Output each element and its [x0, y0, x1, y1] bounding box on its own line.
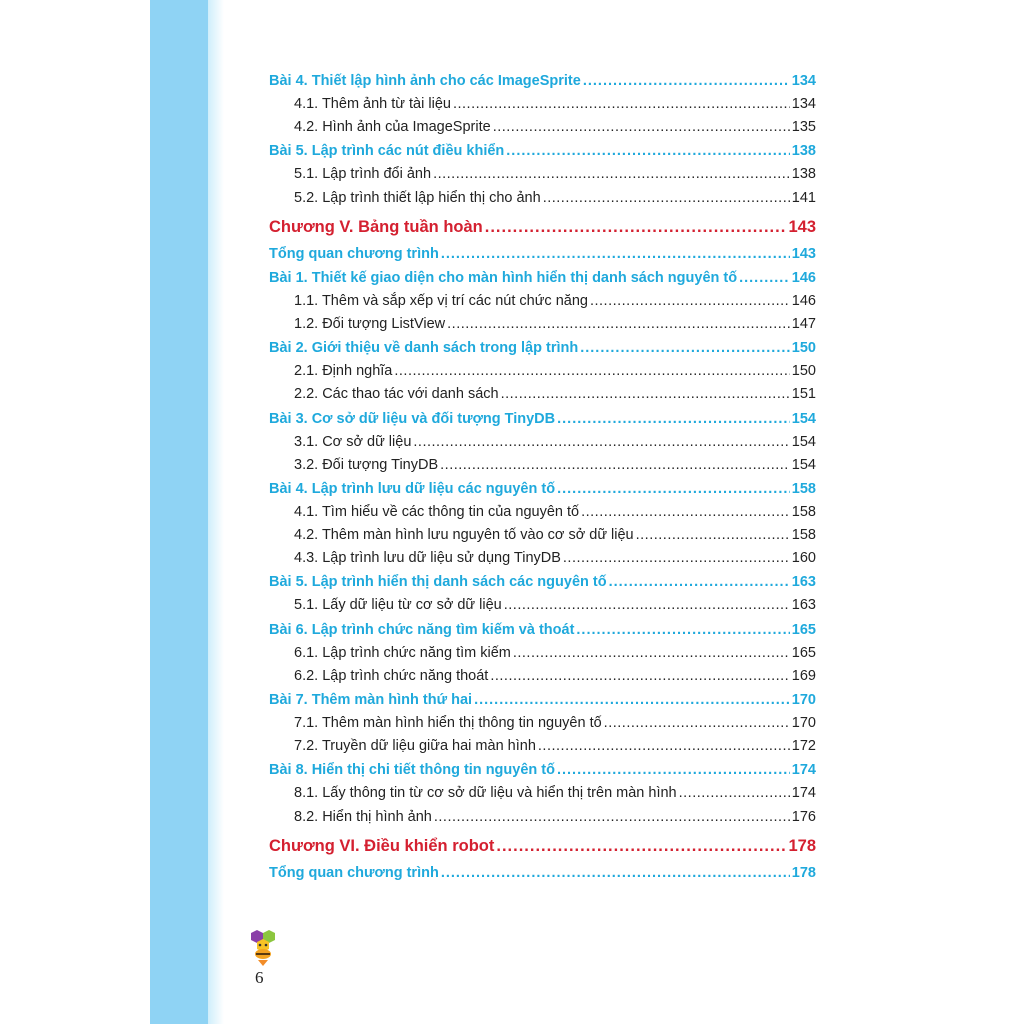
toc-entry-page: 154 — [791, 410, 816, 427]
dot-leader — [557, 478, 790, 501]
toc-entry-page: 150 — [791, 363, 816, 380]
toc-entry-title: 6.2. Lập trình chức năng thoát — [294, 667, 489, 684]
dot-leader — [604, 712, 790, 735]
dot-leader — [441, 243, 790, 266]
side-band-gradient — [208, 0, 224, 1024]
toc-entry-title: 2.2. Các thao tác với danh sách — [294, 386, 499, 403]
toc-entry-page: 158 — [791, 527, 816, 544]
toc-entry-page: 170 — [791, 692, 816, 708]
dot-leader — [447, 313, 790, 336]
toc-entry-title: 4.1. Thêm ảnh từ tài liệu — [294, 96, 451, 112]
dot-leader — [501, 383, 790, 406]
toc-entry-page: 158 — [791, 503, 816, 520]
toc-entry-page: 143 — [791, 245, 816, 262]
toc-sub-row — [269, 383, 816, 406]
toc-lesson-row — [269, 70, 816, 93]
toc-lesson-row — [269, 571, 816, 594]
toc-entry-title: 8.1. Lấy thông tin từ cơ sở dữ liệu và hiển thị trên màn hình — [294, 785, 677, 802]
dot-leader — [453, 93, 790, 116]
toc-lesson-row — [269, 243, 816, 266]
dot-leader — [590, 290, 790, 313]
toc-sub-row — [269, 360, 816, 383]
toc-entry-page: 138 — [791, 143, 816, 160]
toc-sub-row — [269, 93, 816, 116]
dot-leader — [496, 831, 786, 861]
toc-entry-page: 170 — [791, 715, 816, 731]
toc-entry-title: 3.1. Cơ sở dữ liệu — [294, 433, 412, 450]
dot-leader — [433, 163, 790, 186]
dot-leader — [413, 431, 789, 454]
toc-entry-title: 5.2. Lập trình thiết lập hiển thị cho ảnh — [294, 189, 541, 206]
toc-entry-page: 165 — [791, 621, 816, 638]
toc-entry-page: 135 — [791, 119, 816, 136]
toc-entry-title: 4.2. Thêm màn hình lưu nguyên tố vào cơ sở dữ liệu — [294, 527, 634, 544]
toc-entry-page: 174 — [791, 785, 816, 802]
dot-leader — [513, 642, 790, 665]
toc-entry-title: Bài 8. Hiển thị chi tiết thông tin nguyên tố — [269, 762, 555, 779]
toc-entry-page: 176 — [791, 808, 816, 825]
toc-sub-row — [269, 712, 816, 735]
toc-lesson-row — [269, 478, 816, 501]
toc-entry-title: Bài 4. Lập trình lưu dữ liệu các nguyên tố — [269, 480, 556, 497]
toc-lesson-row — [269, 689, 816, 712]
toc-entry-page: 172 — [791, 738, 816, 755]
dot-leader — [609, 571, 790, 594]
toc-lesson-row — [269, 140, 816, 163]
toc-entry-title: Tổng quan chương trình — [269, 864, 439, 881]
toc-entry-title: 5.1. Lập trình đổi ảnh — [294, 166, 432, 183]
dot-leader — [441, 862, 790, 885]
toc-entry-title: Bài 2. Giới thiệu về danh sách trong lập trình — [269, 340, 579, 357]
toc-entry-page: 178 — [788, 836, 816, 855]
dot-leader — [434, 806, 790, 829]
toc-entry-page: 160 — [791, 550, 816, 567]
dot-leader — [394, 360, 789, 383]
toc-entry-page: 163 — [791, 574, 816, 591]
dot-leader — [557, 759, 790, 782]
toc-sub-row — [269, 547, 816, 570]
toc-entry-title: 7.1. Thêm màn hình hiển thị thông tin nguyên tố — [294, 715, 602, 731]
toc-sub-row — [269, 524, 816, 547]
dot-leader — [563, 547, 790, 570]
toc-entry-page: 174 — [791, 762, 816, 779]
dot-leader — [504, 594, 790, 617]
toc-entry-title: 7.2. Truyền dữ liệu giữa hai màn hình — [294, 738, 536, 755]
toc-entry-title: Bài 5. Lập trình các nút điều khiển — [269, 143, 505, 160]
toc-entry-page: 158 — [791, 480, 816, 497]
toc-entry-title: 8.2. Hiển thị hình ảnh — [294, 808, 432, 825]
toc-lesson-row — [269, 408, 816, 431]
toc-entry-title: Chương V. Bảng tuần hoàn — [269, 217, 483, 236]
toc-entry-title: Bài 7. Thêm màn hình thứ hai — [269, 692, 473, 708]
toc-entry-title: 4.3. Lập trình lưu dữ liệu sử dụng TinyDB — [294, 550, 561, 567]
toc-entry-page: 150 — [791, 340, 816, 357]
toc-entry-page: 146 — [791, 269, 816, 286]
toc-lesson-row — [269, 337, 816, 360]
toc-chapter-row — [269, 212, 816, 242]
dot-leader — [485, 212, 787, 242]
toc-entry-page: 178 — [791, 864, 816, 881]
toc-sub-row — [269, 501, 816, 524]
toc-entry-title: 2.1. Định nghĩa — [294, 363, 393, 380]
toc-entry-title: Bài 4. Thiết lập hình ảnh cho các ImageSprite — [269, 73, 581, 89]
toc-sub-row — [269, 665, 816, 688]
dot-leader — [440, 454, 790, 477]
toc-sub-row — [269, 116, 816, 139]
toc-entry-page: 154 — [791, 433, 816, 450]
dot-leader — [543, 187, 790, 210]
dot-leader — [583, 70, 790, 93]
toc-entry-title: Bài 5. Lập trình hiển thị danh sách các nguyên tố — [269, 574, 607, 591]
bee-hexagon-logo-icon — [243, 930, 283, 973]
toc-entry-page: 138 — [791, 166, 816, 183]
toc-entry-page: 163 — [791, 597, 816, 614]
toc-entry-page: 146 — [791, 292, 816, 309]
toc-entry-page: 143 — [788, 217, 816, 236]
dot-leader — [490, 665, 789, 688]
dot-leader — [576, 619, 789, 642]
toc-sub-row — [269, 313, 816, 336]
side-color-band — [150, 0, 208, 1024]
toc-lesson-row — [269, 267, 816, 290]
toc-entry-title: Bài 1. Thiết kế giao diện cho màn hình hiển thị danh sách nguyên tố — [269, 269, 738, 286]
toc-entry-page: 134 — [791, 96, 816, 112]
dot-leader — [557, 408, 790, 431]
dot-leader — [474, 689, 790, 712]
dot-leader — [679, 782, 790, 805]
toc-lesson-row — [269, 759, 816, 782]
dot-leader — [538, 735, 790, 758]
toc-sub-row — [269, 782, 816, 805]
toc-entry-title: Tổng quan chương trình — [269, 245, 439, 262]
toc-entry-page: 151 — [791, 386, 816, 403]
table-of-contents — [269, 69, 816, 885]
toc-entry-title: Bài 6. Lập trình chức năng tìm kiếm và thoát — [269, 621, 575, 638]
toc-entry-title: 6.1. Lập trình chức năng tìm kiếm — [294, 644, 511, 661]
toc-sub-row — [269, 290, 816, 313]
toc-entry-title: Chương VI. Điều khiển robot — [269, 836, 495, 855]
toc-entry-page: 141 — [791, 189, 816, 206]
toc-sub-row — [269, 735, 816, 758]
toc-sub-row — [269, 642, 816, 665]
dot-leader — [636, 524, 790, 547]
toc-chapter-row — [269, 831, 816, 861]
toc-sub-row — [269, 431, 816, 454]
dot-leader — [493, 116, 790, 139]
toc-lesson-row — [269, 619, 816, 642]
toc-entry-title: 4.2. Hình ảnh của ImageSprite — [294, 119, 491, 136]
dot-leader — [739, 267, 790, 290]
toc-sub-row — [269, 454, 816, 477]
toc-sub-row — [269, 187, 816, 210]
toc-entry-page: 154 — [791, 456, 816, 473]
page-number: 6 — [255, 968, 264, 987]
toc-entry-title: 3.2. Đối tượng TinyDB — [294, 456, 439, 473]
toc-entry-page: 147 — [791, 315, 816, 332]
toc-sub-row — [269, 806, 816, 829]
toc-entry-title: 1.1. Thêm và sắp xếp vị trí các nút chức năng — [294, 292, 588, 309]
toc-entry-page: 169 — [791, 667, 816, 684]
toc-entry-title: 4.1. Tìm hiểu về các thông tin của nguyên tố — [294, 503, 580, 520]
toc-entry-page: 165 — [791, 644, 816, 661]
dot-leader — [580, 337, 790, 360]
toc-entry-title: 1.2. Đối tượng ListView — [294, 315, 446, 332]
toc-sub-row — [269, 163, 816, 186]
toc-entry-title: 5.1. Lấy dữ liệu từ cơ sở dữ liệu — [294, 597, 502, 614]
toc-entry-page: 134 — [791, 73, 816, 89]
toc-sub-row — [269, 594, 816, 617]
toc-lesson-row — [269, 862, 816, 885]
dot-leader — [581, 501, 790, 524]
toc-entry-title: Bài 3. Cơ sở dữ liệu và đối tượng TinyDB — [269, 410, 556, 427]
dot-leader — [506, 140, 790, 163]
